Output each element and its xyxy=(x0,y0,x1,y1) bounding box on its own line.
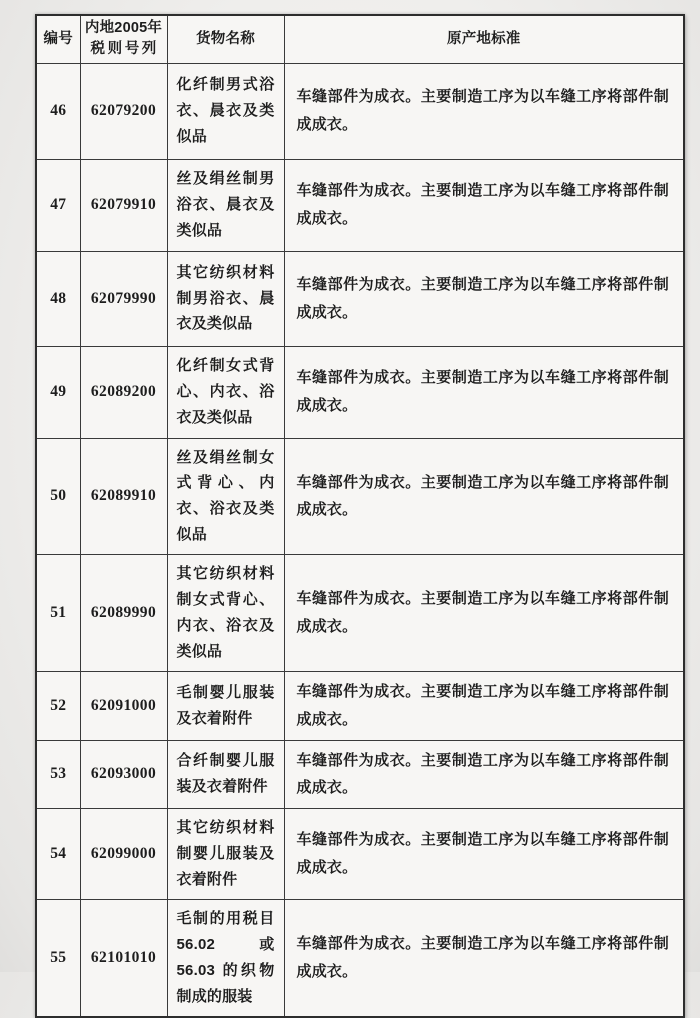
goods-cell: 其它纺织材料制婴儿服装及衣着附件 xyxy=(167,809,284,900)
goods-cell: 毛制婴儿服装及衣着附件 xyxy=(167,672,284,741)
standard-cell: 车缝部件为成衣。主要制造工序为以车缝工序将部件制成成衣。 xyxy=(284,672,684,741)
table-row xyxy=(36,555,684,672)
code-cell: 62093000 xyxy=(80,740,167,809)
standard-cell: 车缝部件为成衣。主要制造工序为以车缝工序将部件制成成衣。 xyxy=(284,438,684,555)
standard-cell: 车缝部件为成衣。主要制造工序为以车缝工序将部件制成成衣。 xyxy=(284,63,684,159)
table-row xyxy=(36,159,684,251)
no-cell: 50 xyxy=(36,438,80,555)
goods-cell: 其它纺织材料制男浴衣、晨衣及类似品 xyxy=(167,251,284,346)
goods-cell: 丝及绢丝制女式背心、内衣、浴衣及类似品 xyxy=(167,438,284,555)
table-row xyxy=(36,438,684,555)
no-cell: 53 xyxy=(36,740,80,809)
goods-cell: 化纤制女式背心、内衣、浴衣及类似品 xyxy=(167,346,284,438)
code-cell: 62079200 xyxy=(80,63,167,159)
no-cell: 46 xyxy=(36,63,80,159)
header-tariff-code-line2: 税则号列 xyxy=(90,41,157,58)
header-no: 编号 xyxy=(36,15,80,63)
header-row xyxy=(36,15,684,63)
standard-cell: 车缝部件为成衣。主要制造工序为以车缝工序将部件制成成衣。 xyxy=(284,555,684,672)
no-cell: 55 xyxy=(36,900,80,1017)
no-cell: 47 xyxy=(36,159,80,251)
header-tariff-code-line1: 内地2005年 xyxy=(84,20,163,37)
no-cell: 51 xyxy=(36,555,80,672)
table-row xyxy=(36,740,684,809)
goods-cell: 丝及绢丝制男浴衣、晨衣及类似品 xyxy=(167,159,284,251)
header-origin-standard: 原产地标准 xyxy=(284,15,684,63)
goods-cell: 化纤制男式浴衣、晨衣及类似品 xyxy=(167,63,284,159)
standard-cell: 车缝部件为成衣。主要制造工序为以车缝工序将部件制成成衣。 xyxy=(284,740,684,809)
no-cell: 54 xyxy=(36,809,80,900)
table-row xyxy=(36,672,684,741)
header-goods-name: 货物名称 xyxy=(167,15,284,63)
code-cell: 62089200 xyxy=(80,346,167,438)
code-cell: 62089910 xyxy=(80,438,167,555)
code-cell: 62099000 xyxy=(80,809,167,900)
table-row xyxy=(36,251,684,346)
no-cell: 48 xyxy=(36,251,80,346)
header-tariff-code xyxy=(80,15,167,63)
goods-cell: 合纤制婴儿服装及衣着附件 xyxy=(167,740,284,809)
table-row xyxy=(36,346,684,438)
standard-cell: 车缝部件为成衣。主要制造工序为以车缝工序将部件制成成衣。 xyxy=(284,346,684,438)
code-cell: 62091000 xyxy=(80,672,167,741)
standard-cell: 车缝部件为成衣。主要制造工序为以车缝工序将部件制成成衣。 xyxy=(284,251,684,346)
no-cell: 49 xyxy=(36,346,80,438)
standard-cell: 车缝部件为成衣。主要制造工序为以车缝工序将部件制成成衣。 xyxy=(284,809,684,900)
goods-cell: 其它纺织材料制女式背心、内衣、浴衣及类似品 xyxy=(167,555,284,672)
code-cell: 62089990 xyxy=(80,555,167,672)
code-cell: 62079910 xyxy=(80,159,167,251)
code-cell: 62079990 xyxy=(80,251,167,346)
standard-cell: 车缝部件为成衣。主要制造工序为以车缝工序将部件制成成衣。 xyxy=(284,900,684,1017)
no-cell: 52 xyxy=(36,672,80,741)
table-row xyxy=(36,63,684,159)
tariff-origin-table xyxy=(35,14,685,1018)
goods-cell: 毛制的用税目 56.02 或 56.03 的织物制成的服装 xyxy=(167,900,284,1017)
standard-cell: 车缝部件为成衣。主要制造工序为以车缝工序将部件制成成衣。 xyxy=(284,159,684,251)
table-row xyxy=(36,900,684,1017)
table-row xyxy=(36,809,684,900)
code-cell: 62101010 xyxy=(80,900,167,1017)
